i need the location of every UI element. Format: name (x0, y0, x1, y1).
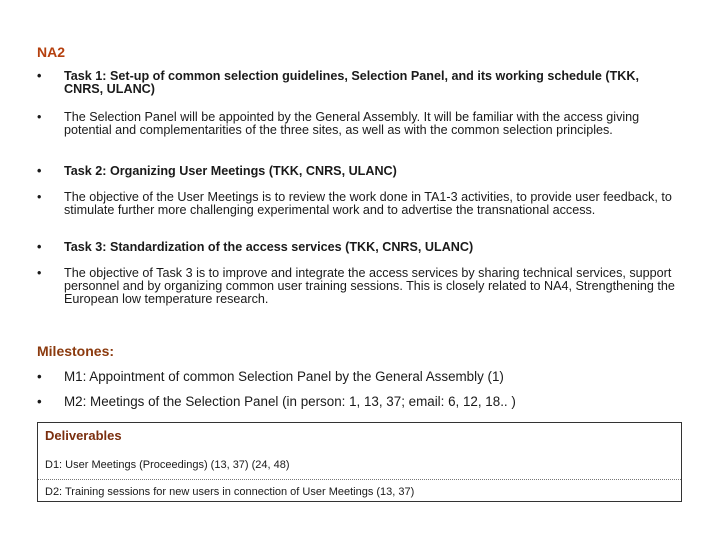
task-text: The Selection Panel will be appointed by the General Assembly. It will be familiar with the access giving potential and complementarities of the three sites, as well as with the common selection principles. (64, 110, 640, 137)
milestone-item (37, 369, 504, 384)
deliverables-heading: Deliverables (45, 428, 122, 443)
bullet-icon: • (37, 110, 42, 124)
deliverables-box (37, 422, 682, 502)
task-text: Task 3: Standardization of the access services (TKK, CNRS, ULANC) (64, 240, 474, 254)
bullet-icon: • (37, 69, 42, 83)
milestone-item (37, 394, 516, 409)
milestones-heading: Milestones: (37, 343, 115, 359)
milestone-text: M2: Meetings of the Selection Panel (in person: 1, 13, 37; email: 6, 12, 18.. ) (64, 394, 516, 409)
milestone-text: M1: Appointment of common Selection Panel by the General Assembly (1) (64, 369, 504, 384)
task-2-title (37, 165, 397, 178)
task-text: Task 2: Organizing User Meetings (TKK, CNRS, ULANC) (64, 164, 397, 178)
task-1-title (37, 70, 677, 96)
bullet-icon: • (37, 394, 42, 409)
deliverable-item: D2: Training sessions for new users in connection of User Meetings (13, 37) (45, 486, 415, 498)
task-3-title (37, 241, 473, 254)
task-text: The objective of Task 3 is to improve and integrate the access services by sharing technical services, support personnel and by organizing common user training sessions. This is closely related to NA4, Strengthening the European low temperature research. (64, 266, 675, 306)
task-2-description (37, 191, 677, 217)
task-3-description (37, 267, 677, 306)
divider (38, 479, 681, 480)
bullet-icon: • (37, 369, 42, 384)
task-1-description (37, 111, 677, 137)
section-heading: NA2 (37, 44, 66, 60)
bullet-icon: • (37, 240, 42, 254)
bullet-icon: • (37, 190, 42, 204)
bullet-icon: • (37, 266, 42, 280)
task-text: Task 1: Set-up of common selection guidelines, Selection Panel, and its working schedule (TKK, CNRS, ULANC) (64, 69, 639, 96)
bullet-icon: • (37, 164, 42, 178)
deliverable-item: D1: User Meetings (Proceedings) (13, 37) (24, 48) (45, 459, 290, 471)
task-text: The objective of the User Meetings is to review the work done in TA1-3 activities, to provide user feedback, to stimulate further more challenging experimental work and to advertise the transnational access. (64, 190, 672, 217)
